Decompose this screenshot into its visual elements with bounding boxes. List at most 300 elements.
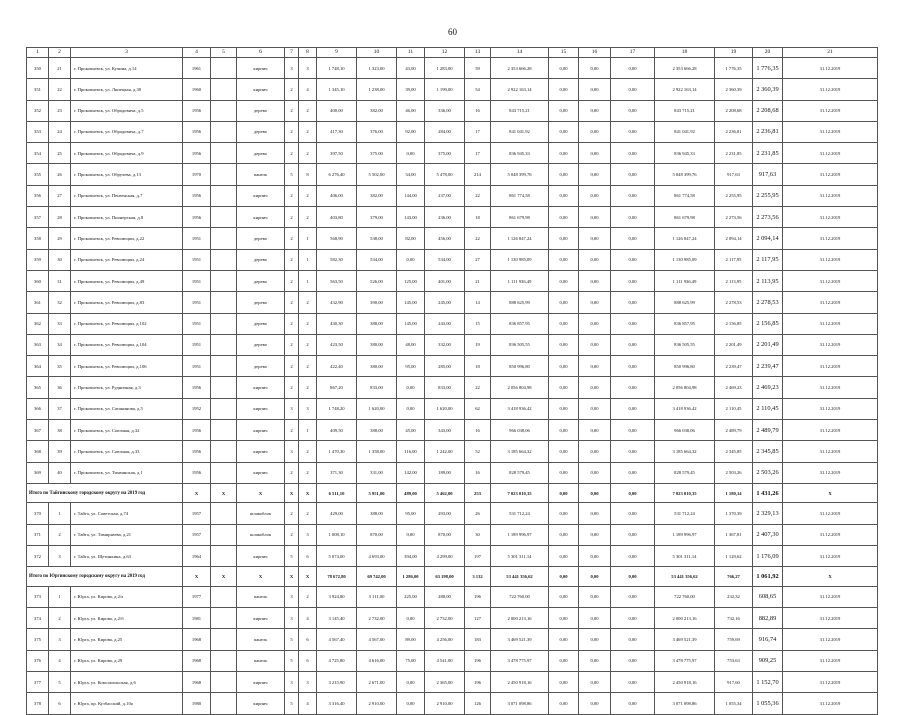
table-cell: 0,00 bbox=[579, 672, 611, 693]
table-cell: 406,00 bbox=[317, 185, 357, 206]
table-cell: 29 bbox=[49, 228, 71, 249]
table-cell: 2 094,14 bbox=[715, 228, 753, 249]
table-cell: 19 bbox=[465, 334, 491, 355]
table-cell: 1 620,00 bbox=[357, 398, 397, 419]
table-cell: 243,00 bbox=[425, 313, 465, 334]
table-cell: 0,00 bbox=[549, 546, 579, 567]
table-cell: 39,00 bbox=[397, 79, 425, 100]
table-cell: 0,00 bbox=[549, 356, 579, 377]
table-cell: 3 132 bbox=[465, 567, 491, 587]
table-body bbox=[27, 58, 878, 715]
table-cell: 31.12.2019 bbox=[783, 270, 878, 291]
table-cell: 27 bbox=[465, 249, 491, 270]
table-cell bbox=[211, 143, 237, 164]
column-header: 8 bbox=[299, 48, 317, 58]
table-cell: 17 bbox=[465, 121, 491, 142]
table-cell: 0,00 bbox=[611, 270, 655, 291]
table-cell: г. Прокопьевск, ул. Революции, д.24 bbox=[71, 249, 183, 270]
table-cell: 1961 bbox=[183, 58, 211, 79]
table-cell: 4 567,40 bbox=[317, 629, 357, 650]
table-cell: 2 732,00 bbox=[425, 608, 465, 629]
table-cell: 916,74 bbox=[753, 629, 783, 650]
column-header: 17 bbox=[611, 48, 655, 58]
table-cell: 4 693,00 bbox=[357, 546, 397, 567]
table-cell: 2 360,39 bbox=[715, 79, 753, 100]
table-cell: 2 489,79 bbox=[753, 420, 783, 441]
table-cell: 1951 bbox=[183, 334, 211, 355]
table-cell: 1956 bbox=[183, 441, 211, 462]
table-cell: 3 316,40 bbox=[317, 693, 357, 714]
table-cell: 526,00 bbox=[357, 270, 397, 291]
table-cell: 237,00 bbox=[425, 185, 465, 206]
table-cell: 390,00 bbox=[357, 292, 397, 313]
table-cell: 0,00 bbox=[579, 567, 611, 587]
table-cell: 366 bbox=[27, 398, 49, 419]
column-header: 20 bbox=[753, 48, 783, 58]
table-cell: 0,00 bbox=[579, 292, 611, 313]
table-cell: 8 bbox=[299, 164, 317, 185]
table-cell: 0,00 bbox=[579, 420, 611, 441]
table-cell: 6 bbox=[49, 693, 71, 714]
table-cell bbox=[211, 524, 237, 545]
table-cell: 0,00 bbox=[549, 207, 579, 228]
column-header: 9 bbox=[317, 48, 357, 58]
table-cell bbox=[211, 398, 237, 419]
table-cell: 53 441 356,62 bbox=[491, 567, 549, 587]
table-cell: 225,00 bbox=[397, 586, 425, 607]
table-cell: 1951 bbox=[183, 249, 211, 270]
table-cell: 0,00 bbox=[579, 207, 611, 228]
table-cell bbox=[211, 100, 237, 121]
table-cell: 0,00 bbox=[611, 334, 655, 355]
table-cell: 2 239,47 bbox=[715, 356, 753, 377]
table-cell: 0,00 bbox=[549, 441, 579, 462]
table-cell: 43,00 bbox=[397, 58, 425, 79]
table-cell: 1968 bbox=[183, 672, 211, 693]
table-cell: 0,00 bbox=[397, 249, 425, 270]
table-cell: 358 bbox=[27, 228, 49, 249]
table-row bbox=[27, 650, 878, 671]
table-cell: 0,00 bbox=[397, 672, 425, 693]
table-cell: г. Прокопьевск, ул. Пионерская, д.8 bbox=[71, 207, 183, 228]
table-cell: 52 bbox=[465, 441, 491, 462]
table-cell: 0,00 bbox=[579, 185, 611, 206]
table-cell: 0,00 bbox=[397, 524, 425, 545]
table-cell: 2 bbox=[285, 228, 299, 249]
table-cell: 144,00 bbox=[397, 185, 425, 206]
table-cell: 1 111 936,49 bbox=[655, 270, 715, 291]
table-cell: 0,00 bbox=[549, 462, 579, 483]
table-cell: 35 bbox=[49, 356, 71, 377]
table-cell: 24 bbox=[49, 121, 71, 142]
table-cell: 2 236,81 bbox=[753, 121, 783, 142]
table-cell: 2 110,45 bbox=[753, 398, 783, 419]
table-cell: г. Прокопьевск, ул. Обрадовича, д.9 bbox=[71, 143, 183, 164]
table-cell: кирпич bbox=[237, 608, 285, 629]
table-cell: 0,00 bbox=[611, 185, 655, 206]
table-cell: 23 bbox=[49, 100, 71, 121]
table-cell: 422,40 bbox=[317, 356, 357, 377]
table-cell: 0,00 bbox=[611, 164, 655, 185]
table-cell: 6 bbox=[299, 546, 317, 567]
table-row bbox=[27, 185, 878, 206]
table-cell: 89,00 bbox=[397, 629, 425, 650]
table-cell: 2 bbox=[299, 143, 317, 164]
table-cell: 836 945,33 bbox=[491, 143, 549, 164]
table-cell: 2 278,53 bbox=[715, 292, 753, 313]
table-cell: X bbox=[299, 483, 317, 503]
table-cell: 2 bbox=[285, 356, 299, 377]
table-cell: 2 910,00 bbox=[425, 693, 465, 714]
table-cell: 917,63 bbox=[715, 164, 753, 185]
table-row bbox=[27, 228, 878, 249]
table-row bbox=[27, 503, 878, 524]
table-cell bbox=[211, 313, 237, 334]
table-cell: 1956 bbox=[183, 100, 211, 121]
table-cell: 2 bbox=[285, 249, 299, 270]
table-cell: г. Юрга, пр. Кузбасский, д.10а bbox=[71, 693, 183, 714]
table-cell: 1 bbox=[49, 586, 71, 607]
table-cell: 0,00 bbox=[549, 503, 579, 524]
table-cell: 378 bbox=[27, 693, 49, 714]
table-cell: г. Прокопьевск, ул. Революции, д.22 bbox=[71, 228, 183, 249]
table-cell: 0,00 bbox=[549, 143, 579, 164]
table-cell: 2 201,49 bbox=[715, 334, 753, 355]
table-row bbox=[27, 100, 878, 121]
table-cell: 2 489,79 bbox=[715, 420, 753, 441]
total-label: Итого по Тайгинскому городскому округу на 2019 год bbox=[27, 483, 183, 503]
table-cell: 1956 bbox=[183, 462, 211, 483]
table-cell: 2 094,14 bbox=[753, 228, 783, 249]
table-cell: 0,00 bbox=[397, 377, 425, 398]
table-cell: 1956 bbox=[183, 377, 211, 398]
table-cell: 361 bbox=[27, 292, 49, 313]
table-cell: 3 111,00 bbox=[357, 586, 397, 607]
table-cell: 0,00 bbox=[397, 693, 425, 714]
table-cell: 1 008,10 bbox=[317, 524, 357, 545]
table-cell: 31.12.2019 bbox=[783, 420, 878, 441]
table-cell: 1 748,10 bbox=[317, 58, 357, 79]
table-cell: кирпич bbox=[237, 377, 285, 398]
table-cell: 2 bbox=[299, 441, 317, 462]
table-row bbox=[27, 164, 878, 185]
table-cell: 582,30 bbox=[317, 249, 357, 270]
table-cell: 753,63 bbox=[715, 650, 753, 671]
table-cell: 356 bbox=[27, 185, 49, 206]
table-cell: 0,00 bbox=[611, 313, 655, 334]
table-cell: 372 bbox=[27, 546, 49, 567]
table-cell: 2 329,13 bbox=[753, 503, 783, 524]
table-cell: 0,00 bbox=[611, 143, 655, 164]
table-cell: 2 503,26 bbox=[715, 462, 753, 483]
table-cell: 828 579,45 bbox=[655, 462, 715, 483]
table-cell: 18 bbox=[465, 356, 491, 377]
table-cell: г. Прокопьевск, ул. Липецкая, д.30 bbox=[71, 79, 183, 100]
table-row bbox=[27, 693, 878, 714]
table-cell: кирпич bbox=[237, 79, 285, 100]
table-cell: 145,00 bbox=[397, 313, 425, 334]
table-cell bbox=[211, 79, 237, 100]
table-cell: 2 208,68 bbox=[715, 100, 753, 121]
column-header: 3 bbox=[71, 48, 183, 58]
table-cell: 0,00 bbox=[611, 546, 655, 567]
table-cell: 0,00 bbox=[549, 79, 579, 100]
table-cell: 16 bbox=[465, 462, 491, 483]
table-cell: 25 bbox=[49, 143, 71, 164]
table-cell: 850 996,80 bbox=[491, 356, 549, 377]
table-cell: X bbox=[211, 567, 237, 587]
table-cell: 2 000 213,16 bbox=[491, 608, 549, 629]
table-cell: 841 041,92 bbox=[491, 121, 549, 142]
table-cell: 0,00 bbox=[397, 608, 425, 629]
column-header: 16 bbox=[579, 48, 611, 58]
table-cell: 374 bbox=[27, 608, 49, 629]
table-cell: 1 620,00 bbox=[425, 398, 465, 419]
table-cell: 1951 bbox=[183, 313, 211, 334]
table-cell: 2 255,95 bbox=[715, 185, 753, 206]
table-cell: 3 185 664,32 bbox=[655, 441, 715, 462]
table-cell: 38 bbox=[49, 420, 71, 441]
table-cell: шлакоблок bbox=[237, 503, 285, 524]
table-cell: 5 301 311,14 bbox=[655, 546, 715, 567]
table-cell: 196 bbox=[465, 650, 491, 671]
table-cell: 4 bbox=[49, 650, 71, 671]
table-cell: 5 478,00 bbox=[425, 164, 465, 185]
table-cell: г. Прокопьевск, ул. Революции, д.83 bbox=[71, 292, 183, 313]
table-cell: панель bbox=[237, 650, 285, 671]
table-cell: г. Прокопьевск, ул. Союзная, д.33 bbox=[71, 441, 183, 462]
table-cell: 0,00 bbox=[611, 377, 655, 398]
table-cell: 722 760,00 bbox=[655, 586, 715, 607]
table-cell: 0,00 bbox=[611, 228, 655, 249]
table-cell: 0,00 bbox=[611, 441, 655, 462]
table-cell: 0,00 bbox=[611, 524, 655, 545]
table-cell: 2 bbox=[299, 121, 317, 142]
table-cell: 0,00 bbox=[549, 164, 579, 185]
table-cell bbox=[211, 462, 237, 483]
table-cell: дерево bbox=[237, 313, 285, 334]
table-cell: 1 130 985,09 bbox=[491, 249, 549, 270]
table-cell: 843 715,21 bbox=[655, 100, 715, 121]
table-cell bbox=[211, 377, 237, 398]
table-cell: X bbox=[299, 567, 317, 587]
table-cell: 2 110,45 bbox=[715, 398, 753, 419]
table-cell: 3 bbox=[49, 629, 71, 650]
table-cell: 432,90 bbox=[317, 292, 357, 313]
table-cell: 1970 bbox=[183, 164, 211, 185]
table-cell: 145,00 bbox=[397, 292, 425, 313]
table-cell: 0,00 bbox=[611, 483, 655, 503]
table-cell: 1 bbox=[299, 420, 317, 441]
table-cell: 0,00 bbox=[579, 650, 611, 671]
table-cell: 5 bbox=[285, 164, 299, 185]
table-cell: 1977 bbox=[183, 586, 211, 607]
table-cell: 1 055,34 bbox=[715, 693, 753, 714]
table-row bbox=[27, 462, 878, 483]
table-cell: 2 910,00 bbox=[357, 693, 397, 714]
table-cell: 1 748,20 bbox=[317, 398, 357, 419]
table-cell: 1 776,35 bbox=[715, 58, 753, 79]
table-cell: 75,00 bbox=[397, 650, 425, 671]
table-cell: 0,00 bbox=[579, 483, 611, 503]
total-label: Итого по Юргинскому городскому округу на 2019 год bbox=[27, 567, 183, 587]
table-cell: г. Прокопьевск, ул. Революции, д.104 bbox=[71, 334, 183, 355]
table-cell: 2 bbox=[285, 207, 299, 228]
table-cell: 388,00 bbox=[357, 503, 397, 524]
column-header: 11 bbox=[397, 48, 425, 58]
table-cell: 861 774,58 bbox=[491, 185, 549, 206]
table-cell: 5 bbox=[285, 650, 299, 671]
table-cell: 0,00 bbox=[579, 121, 611, 142]
table-cell: 5 bbox=[49, 672, 71, 693]
table-cell: 0,00 bbox=[397, 398, 425, 419]
table-cell: 2 bbox=[49, 608, 71, 629]
table-cell: 531 712,24 bbox=[491, 503, 549, 524]
table-cell: 0,00 bbox=[579, 462, 611, 483]
table-cell: 6 511,10 bbox=[317, 483, 357, 503]
table-cell: 3 145,40 bbox=[317, 608, 357, 629]
table-cell: 31.12.2019 bbox=[783, 693, 878, 714]
table-cell: 78 672,80 bbox=[317, 567, 357, 587]
table-cell: 236,00 bbox=[425, 207, 465, 228]
table-cell: 95,00 bbox=[397, 503, 425, 524]
table-cell: 363 bbox=[27, 334, 49, 355]
table-cell: 1 286,00 bbox=[397, 567, 425, 587]
table-cell: 1952 bbox=[183, 398, 211, 419]
table-row bbox=[27, 121, 878, 142]
table-cell: 2 056 804,98 bbox=[491, 377, 549, 398]
table-cell: 2 bbox=[299, 207, 317, 228]
table-cell: 1 367,81 bbox=[715, 524, 753, 545]
table-cell: 2 bbox=[285, 100, 299, 121]
table-cell: г. Прокопьевск, ул. Обрадовича, д.7 bbox=[71, 121, 183, 142]
table-cell: 1 358,00 bbox=[357, 441, 397, 462]
column-header: 2 bbox=[49, 48, 71, 58]
table-cell: 0,00 bbox=[579, 629, 611, 650]
table-cell: 14 bbox=[465, 292, 491, 313]
table-cell: 380,00 bbox=[357, 356, 397, 377]
table-cell: 17 bbox=[465, 143, 491, 164]
table-cell: 48,00 bbox=[397, 334, 425, 355]
table-cell: 0,00 bbox=[611, 249, 655, 270]
table-cell: 2 000 213,16 bbox=[655, 608, 715, 629]
table-cell: 0,00 bbox=[611, 567, 655, 587]
table-cell: 0,00 bbox=[579, 313, 611, 334]
table-cell: 1960 bbox=[183, 79, 211, 100]
table-cell: 2 bbox=[49, 524, 71, 545]
table-cell: 2 bbox=[299, 377, 317, 398]
table-cell: 0,00 bbox=[549, 313, 579, 334]
table-cell: 2 bbox=[285, 524, 299, 545]
table-row bbox=[27, 270, 878, 291]
table-cell: г. Юрга, ул. Кирова, д.25 bbox=[71, 629, 183, 650]
table-cell: 31.12.2019 bbox=[783, 207, 878, 228]
table-cell: 7 023 010,35 bbox=[655, 483, 715, 503]
table-cell: кирпич bbox=[237, 207, 285, 228]
table-cell: 365 bbox=[27, 377, 49, 398]
table-cell: 2 671,00 bbox=[357, 672, 397, 693]
table-cell: 59 bbox=[465, 58, 491, 79]
table-cell: 0,00 bbox=[611, 58, 655, 79]
table-cell: 0,00 bbox=[611, 420, 655, 441]
table-row bbox=[27, 672, 878, 693]
table-cell: кирпич bbox=[237, 441, 285, 462]
table-cell: 232,32 bbox=[715, 586, 753, 607]
table-cell: 722 760,00 bbox=[491, 586, 549, 607]
table-cell: г. Юрга, ул. Кирова, д.29 bbox=[71, 650, 183, 671]
column-header: 12 bbox=[425, 48, 465, 58]
table-cell: X bbox=[783, 567, 878, 587]
table-cell: 0,00 bbox=[579, 608, 611, 629]
table-cell: 350 bbox=[27, 58, 49, 79]
table-row bbox=[27, 524, 878, 545]
table-cell: 861 774,58 bbox=[655, 185, 715, 206]
table-cell: 31.12.2019 bbox=[783, 334, 878, 355]
table-cell: 1 470,30 bbox=[317, 441, 357, 462]
table-cell: 0,00 bbox=[579, 270, 611, 291]
table-cell: 39 bbox=[49, 441, 71, 462]
table-cell: X bbox=[285, 483, 299, 503]
column-header: 10 bbox=[357, 48, 397, 58]
table-cell: 4 bbox=[299, 608, 317, 629]
table-cell: 3 bbox=[299, 524, 317, 545]
table-cell: 2 113,95 bbox=[715, 270, 753, 291]
column-header: 7 bbox=[285, 48, 299, 58]
table-cell: дерево bbox=[237, 121, 285, 142]
table-cell: 2 345,85 bbox=[715, 441, 753, 462]
table-cell: г. Юрга, ул. Кирова, д.2/а bbox=[71, 586, 183, 607]
table-cell: 31.12.2019 bbox=[783, 524, 878, 545]
table-cell: г. Тайга, ул. Тимирязева, д.21 bbox=[71, 524, 183, 545]
table-cell: 31.12.2019 bbox=[783, 608, 878, 629]
table-cell: 34 bbox=[49, 334, 71, 355]
table-cell: 1 152,70 bbox=[753, 672, 783, 693]
table-cell: 1957 bbox=[183, 503, 211, 524]
table-cell: 382,00 bbox=[357, 100, 397, 121]
table-cell: 5 462,00 bbox=[425, 483, 465, 503]
table-cell: 1 283,00 bbox=[425, 58, 465, 79]
table-cell: 2 236,81 bbox=[715, 121, 753, 142]
table-cell: 22 bbox=[465, 185, 491, 206]
table-cell: дерево bbox=[237, 249, 285, 270]
table-cell: г. Прокопьевск, ул. Тихвинская, д.1 bbox=[71, 462, 183, 483]
table-cell: 3 bbox=[49, 546, 71, 567]
housing-register-table bbox=[26, 47, 878, 715]
table-cell: 253 bbox=[465, 483, 491, 503]
table-cell: 18 bbox=[465, 207, 491, 228]
table-cell: 31.12.2019 bbox=[783, 313, 878, 334]
table-cell: 0,00 bbox=[549, 270, 579, 291]
table-cell: 0,00 bbox=[579, 228, 611, 249]
table-cell: 31.12.2019 bbox=[783, 398, 878, 419]
table-cell: 21 bbox=[465, 270, 491, 291]
table-cell: 867,20 bbox=[317, 377, 357, 398]
table-cell: 0,00 bbox=[611, 586, 655, 607]
table-cell bbox=[211, 185, 237, 206]
table-cell: 3 bbox=[299, 58, 317, 79]
table-cell bbox=[211, 503, 237, 524]
table-cell: 0,00 bbox=[611, 503, 655, 524]
table-cell: 31.12.2019 bbox=[783, 546, 878, 567]
table-cell: 1951 bbox=[183, 228, 211, 249]
table-cell: 1951 bbox=[183, 270, 211, 291]
table-cell: 377 bbox=[27, 672, 49, 693]
table-cell: 1956 bbox=[183, 143, 211, 164]
table-cell: 1968 bbox=[183, 650, 211, 671]
table-row bbox=[27, 441, 878, 462]
table-cell bbox=[211, 546, 237, 567]
table-cell: 5 301 311,14 bbox=[491, 546, 549, 567]
